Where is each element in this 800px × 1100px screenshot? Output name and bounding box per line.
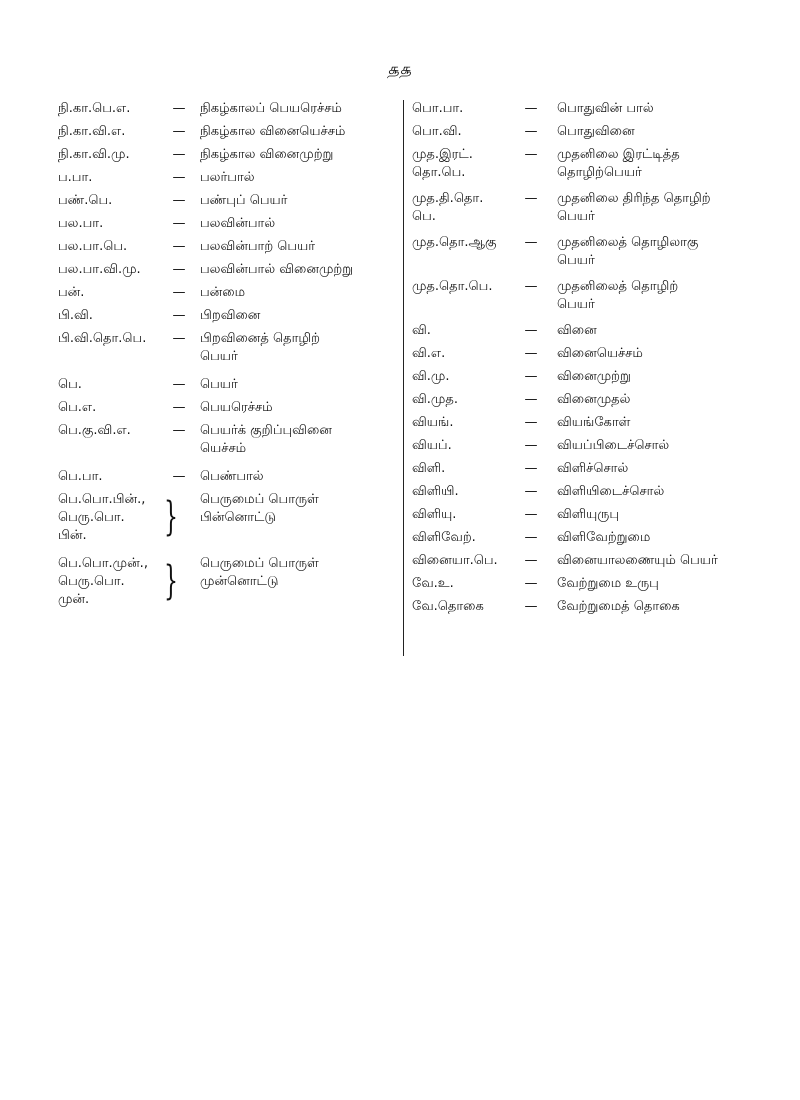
dash-separator: —	[172, 170, 186, 185]
dash-separator: —	[524, 235, 538, 250]
dash-separator: —	[172, 147, 186, 162]
abbreviation-entry	[412, 345, 772, 368]
abbreviation: வியப்.	[412, 438, 452, 453]
abbreviation-entry	[412, 460, 772, 483]
abbreviation-meaning: வினை	[557, 323, 597, 338]
abbreviation: நி.கா.பெ.எ.	[58, 101, 131, 116]
abbreviation-entry	[412, 506, 772, 529]
abbreviation-meaning: வியங்கோள்	[557, 415, 631, 430]
abbreviation-entry	[412, 414, 772, 437]
dash-separator: —	[524, 553, 538, 568]
brace-mark: }	[164, 494, 178, 540]
abbreviation-entry	[412, 278, 772, 322]
abbreviation: வி.	[412, 323, 431, 338]
abbreviation: வி.எ.	[412, 346, 446, 361]
abbreviation: பெ.	[58, 377, 82, 392]
abbreviation: முத.தொ.ஆகு	[412, 235, 497, 250]
dash-separator: —	[524, 323, 538, 338]
abbreviation-meaning: நிகழ்காலப் பெயரெச்சம்	[200, 101, 342, 116]
abbreviation: பல.பா.வி.மு.	[58, 262, 141, 277]
dash-separator: —	[524, 484, 538, 499]
abbreviation-meaning: நிகழ்கால வினைமுற்று	[200, 147, 334, 162]
abbreviation: வியங்.	[412, 415, 454, 430]
dash-separator: —	[172, 331, 186, 346]
abbreviation-meaning: வேற்றுமைத் தொகை	[557, 599, 680, 614]
dash-separator: —	[172, 239, 186, 254]
dash-separator: —	[172, 423, 186, 438]
dash-separator: —	[524, 438, 538, 453]
abbreviation-meaning: பன்மை	[200, 285, 246, 300]
dash-separator: —	[172, 400, 186, 415]
abbreviation: பெ.பா.	[58, 469, 103, 484]
abbreviation-meaning: பெண்பால்	[200, 469, 264, 484]
brace-mark: }	[164, 558, 178, 604]
dash-separator: —	[524, 191, 538, 206]
right-abbreviation-column	[412, 100, 772, 621]
abbreviation-entry	[58, 330, 398, 376]
dash-separator: —	[172, 193, 186, 208]
abbreviation-entry	[412, 100, 772, 123]
abbreviation-entry	[58, 422, 398, 468]
abbreviation-meaning: முதனிலை இரட்டித்த தொழிற்பெயர்	[557, 147, 680, 180]
dash-separator: —	[172, 308, 186, 323]
abbreviation: விளி.	[412, 461, 446, 476]
dash-separator: —	[524, 279, 538, 294]
abbreviation-entry	[58, 169, 398, 192]
abbreviation-entry	[58, 307, 398, 330]
abbreviation: பி.வி.தொ.பெ.	[58, 331, 147, 346]
abbreviation-entry	[58, 376, 398, 399]
abbreviation: பொ.பா.	[412, 101, 464, 116]
abbreviation-meaning: விளிவேற்றுமை	[557, 530, 651, 545]
abbreviation-meaning: வேற்றுமை உருபு	[557, 576, 659, 591]
abbreviation-entry	[412, 190, 772, 234]
abbreviation-meaning: வினைமுற்று	[557, 369, 631, 384]
abbreviation-entry	[412, 322, 772, 345]
abbreviation: பல.பா.பெ.	[58, 239, 128, 254]
dash-separator: —	[172, 101, 186, 116]
abbreviation: விளிவேற்.	[412, 530, 476, 545]
abbreviation-entry	[412, 529, 772, 552]
abbreviation-entry	[58, 192, 398, 215]
abbreviation-entry	[58, 399, 398, 422]
abbreviation-meaning: பிறவினை	[200, 308, 261, 323]
abbreviation: நி.கா.வி.எ.	[58, 124, 126, 139]
abbreviation-meaning: வினையெச்சம்	[557, 346, 643, 361]
abbreviation-entry	[412, 552, 772, 575]
dash-separator: —	[172, 377, 186, 392]
abbreviation-entry	[412, 146, 772, 190]
abbreviation-meaning: பொதுவின் பால்	[557, 101, 654, 116]
abbreviation-entry	[412, 437, 772, 460]
abbreviation-entry	[58, 215, 398, 238]
abbreviation-meaning: விளியிடைச்சொல்	[557, 484, 665, 499]
dash-separator: —	[172, 124, 186, 139]
abbreviation-meaning: பலவின்பால் வினைமுற்று	[200, 262, 354, 277]
abbreviation-meaning: பலவின்பால்	[200, 216, 276, 231]
dash-separator: —	[524, 392, 538, 407]
abbreviation-meaning: வியப்பிடைச்சொல்	[557, 438, 670, 453]
abbreviation-entry	[412, 575, 772, 598]
abbreviation-meaning: விளியுருபு	[557, 507, 620, 522]
dash-separator: —	[172, 262, 186, 277]
abbreviation-meaning: விளிச்சொல்	[557, 461, 629, 476]
abbreviation: வி.முத.	[412, 392, 458, 407]
abbreviation-entry	[412, 123, 772, 146]
abbreviation-entry	[412, 391, 772, 414]
abbreviation: நி.கா.வி.மு.	[58, 147, 130, 162]
dash-separator: —	[172, 216, 186, 231]
left-abbreviation-column	[58, 100, 398, 619]
dash-separator: —	[524, 507, 538, 522]
abbreviation: வே.உ.	[412, 576, 454, 591]
abbreviation: வினையா.பெ.	[412, 553, 498, 568]
dash-separator: —	[524, 576, 538, 591]
abbreviation-entry	[412, 598, 772, 621]
abbreviation: பெ.எ.	[58, 400, 97, 415]
abbreviation-meaning: வினையாலணையும் பெயர்	[557, 553, 718, 568]
abbreviation-meaning: பெயர்க் குறிப்புவினை யெச்சம்	[200, 423, 332, 456]
abbreviation-meaning: முதனிலை திரிந்த தொழிற் பெயர்	[557, 191, 711, 224]
abbreviation-meaning: முதனிலைத் தொழிலாகு பெயர்	[557, 235, 699, 268]
abbreviation-meaning: பெருமைப் பொருள் முன்னொட்டு	[200, 556, 319, 589]
abbreviation-entry	[58, 491, 398, 555]
dash-separator: —	[524, 599, 538, 614]
abbreviation: பல.பா.	[58, 216, 104, 231]
abbreviation-entry	[58, 238, 398, 261]
abbreviation-entry	[58, 100, 398, 123]
abbreviation-meaning: நிகழ்கால வினையெச்சம்	[200, 124, 346, 139]
abbreviation-meaning: பொதுவினை	[557, 124, 635, 139]
abbreviation: பெ.பொ.முன்., பெரு.பொ. முன்.	[58, 556, 148, 607]
column-divider	[403, 100, 404, 656]
abbreviation: ப.பா.	[58, 170, 93, 185]
abbreviation: பி.வி.	[58, 308, 93, 323]
abbreviation: விளியு.	[412, 507, 457, 522]
dash-separator: —	[172, 285, 186, 300]
abbreviation-entry	[58, 146, 398, 169]
abbreviation: முத.இரட். தொ.பெ.	[412, 147, 473, 180]
page-number: ௲௲	[387, 60, 413, 78]
abbreviation-meaning: பலவின்பாற் பெயர்	[200, 239, 316, 254]
abbreviation-entry	[58, 555, 398, 619]
abbreviation-meaning: பெயரெச்சம்	[200, 400, 273, 415]
dash-separator: —	[524, 147, 538, 162]
abbreviation: பெ.பொ.பின்., பெரு.பொ. பின்.	[58, 492, 146, 543]
abbreviation-meaning: முதனிலைத் தொழிற் பெயர்	[557, 279, 679, 312]
abbreviation-meaning: பிறவினைத் தொழிற் பெயர்	[200, 331, 321, 364]
abbreviation: வி.மு.	[412, 369, 450, 384]
abbreviation-meaning: வினைமுதல்	[557, 392, 631, 407]
abbreviation: முத.தொ.பெ.	[412, 279, 493, 294]
dash-separator: —	[524, 124, 538, 139]
abbreviation-entry	[58, 468, 398, 491]
abbreviation-meaning: பெயர்	[200, 377, 238, 392]
abbreviation: வே.தொகை	[412, 599, 484, 614]
abbreviation-entry	[412, 483, 772, 506]
dash-separator: —	[524, 346, 538, 361]
dash-separator: —	[172, 469, 186, 484]
abbreviation: முத.தி.தொ. பெ.	[412, 191, 484, 224]
abbreviation-entry	[58, 261, 398, 284]
dash-separator: —	[524, 415, 538, 430]
dash-separator: —	[524, 530, 538, 545]
abbreviation-entry	[58, 284, 398, 307]
abbreviation-meaning: பண்புப் பெயர்	[200, 193, 288, 208]
abbreviation-meaning: பெருமைப் பொருள் பின்னொட்டு	[200, 492, 319, 525]
abbreviation: பெ.கு.வி.எ.	[58, 423, 131, 438]
abbreviation: பொ.வி.	[412, 124, 462, 139]
abbreviation-meaning: பலர்பால்	[200, 170, 255, 185]
dash-separator: —	[524, 101, 538, 116]
abbreviation: விளியி.	[412, 484, 459, 499]
dash-separator: —	[524, 369, 538, 384]
abbreviation-entry	[412, 234, 772, 278]
dash-separator: —	[524, 461, 538, 476]
abbreviation-entry	[58, 123, 398, 146]
abbreviation: பன்.	[58, 285, 85, 300]
abbreviation: பண்.பெ.	[58, 193, 113, 208]
abbreviation-entry	[412, 368, 772, 391]
